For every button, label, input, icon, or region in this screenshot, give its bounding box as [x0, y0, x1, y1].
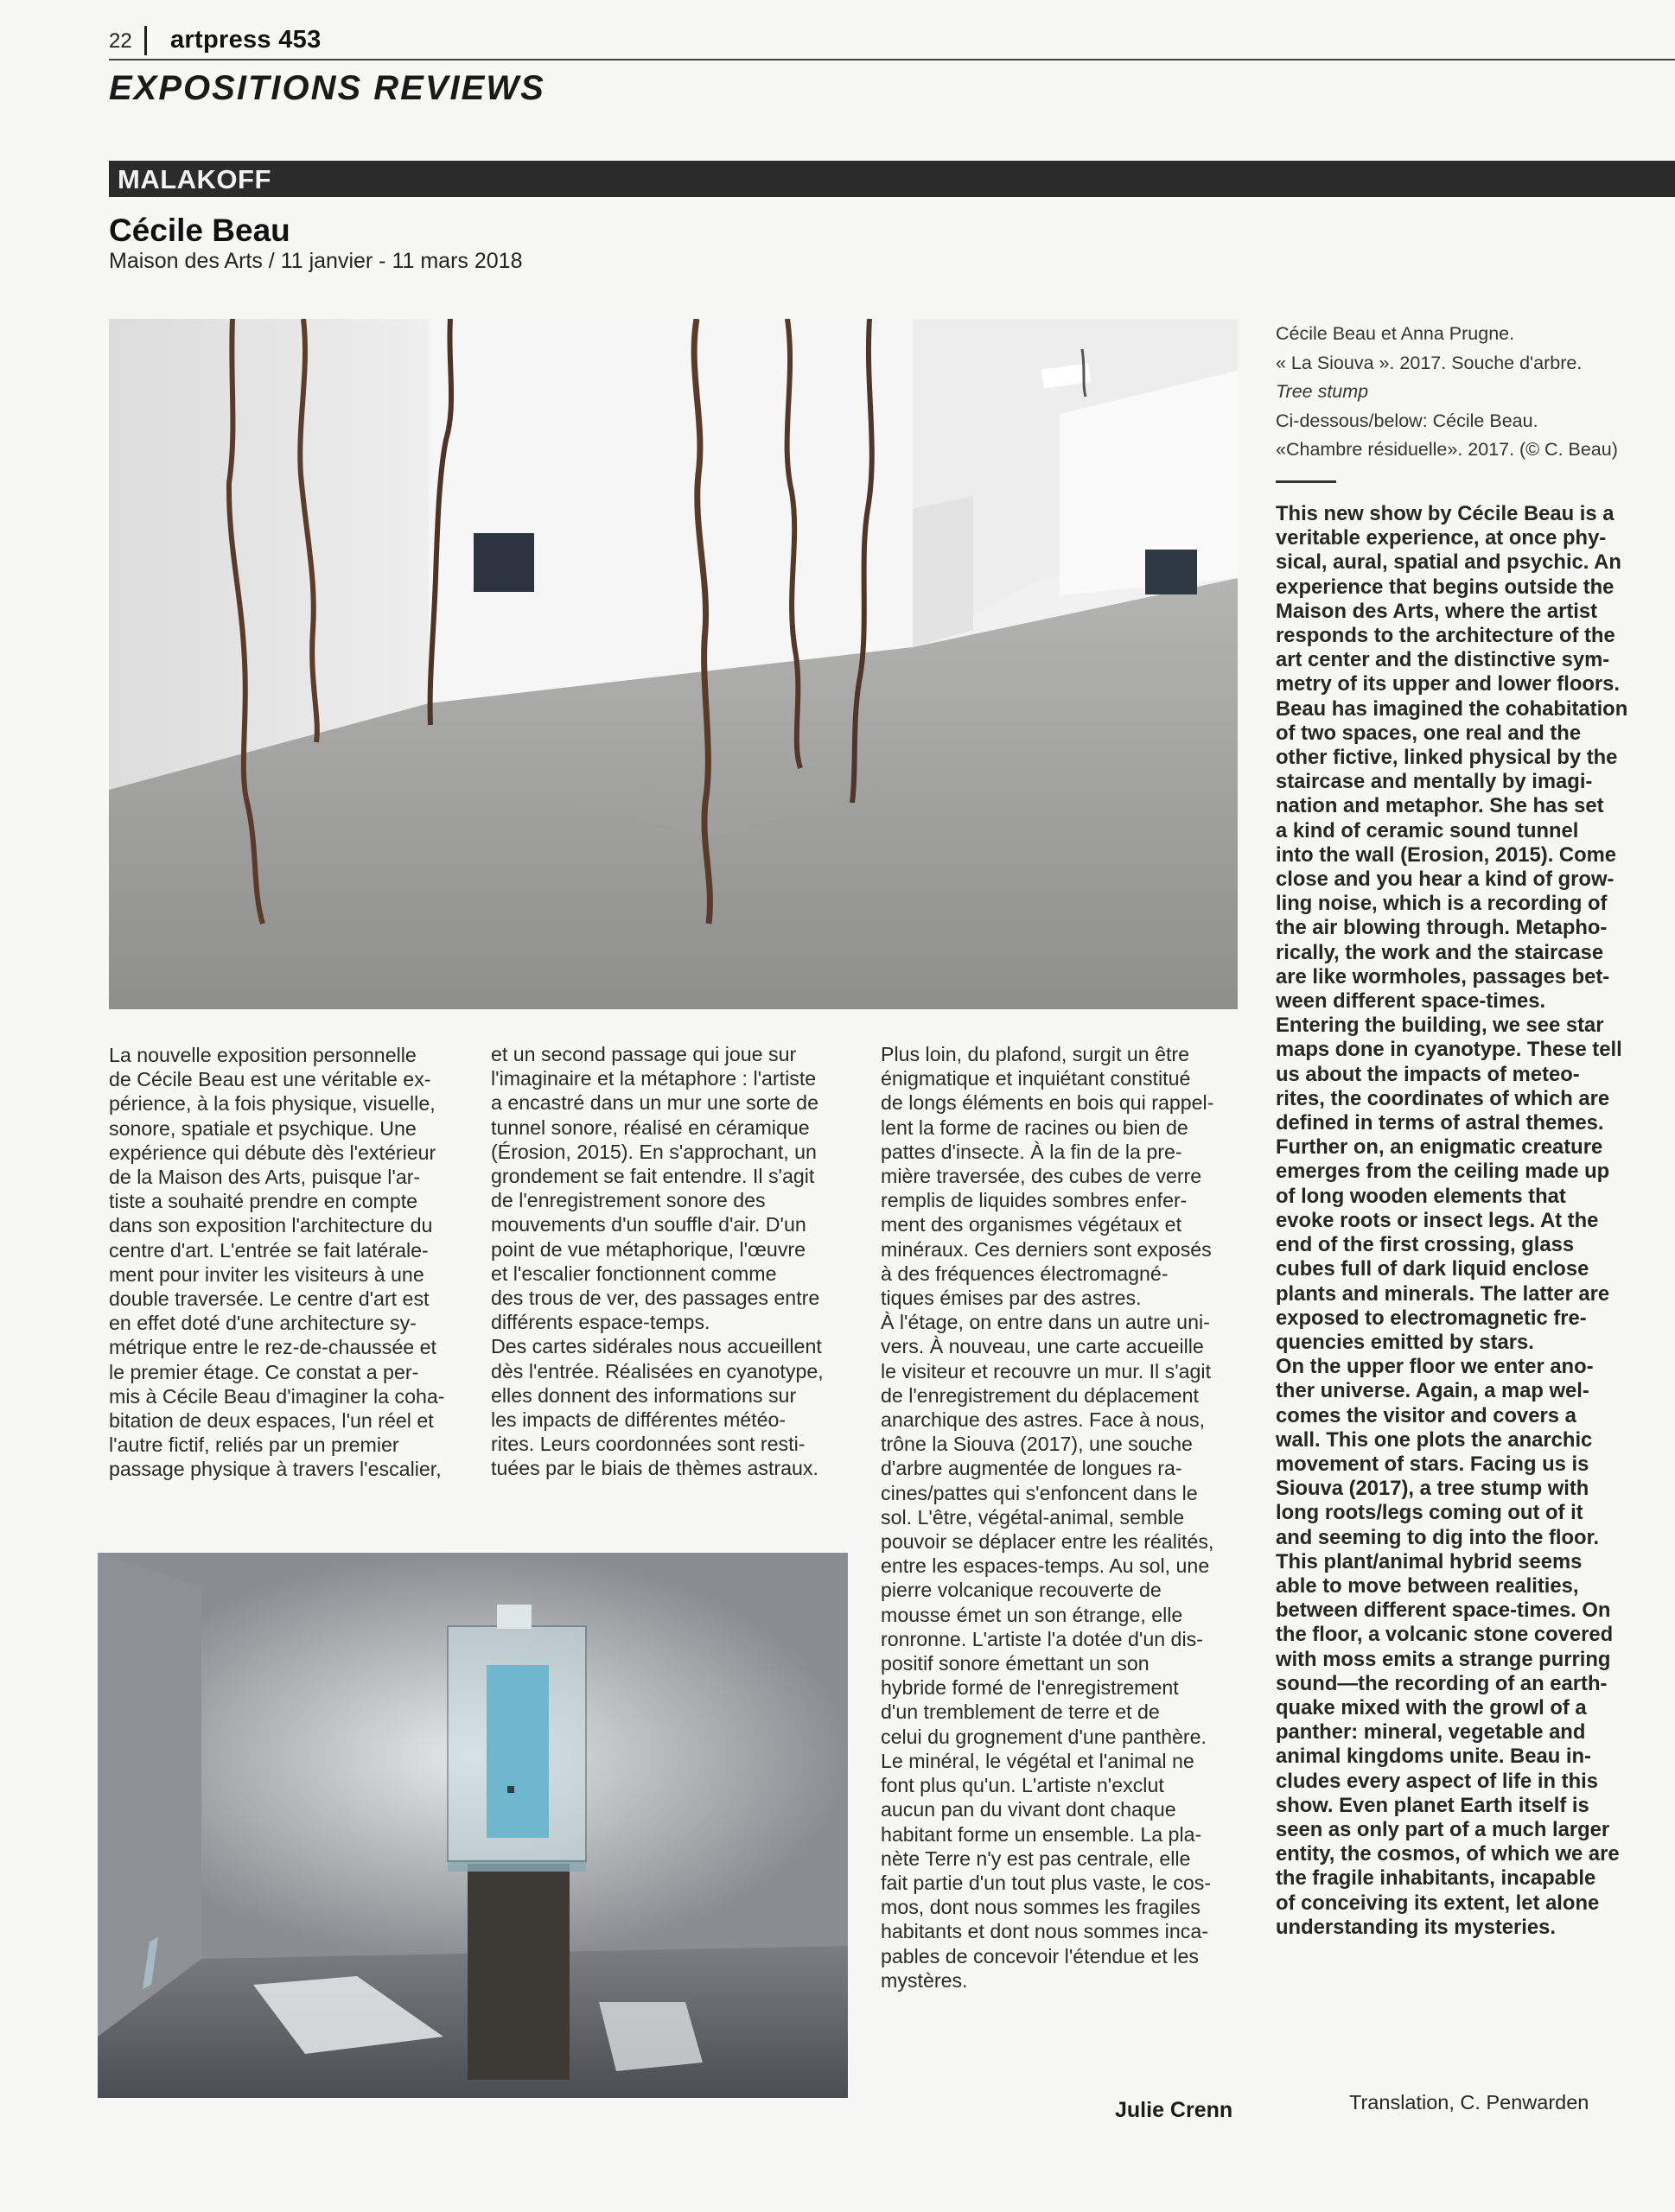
text-line: l'imaginaire et la métaphore : l'artiste [491, 1067, 817, 1090]
text-line: de longs éléments en bois qui rappel- [881, 1091, 1214, 1115]
text-line: rically, the work and the staircase [1276, 940, 1604, 964]
text-line: Further on, an enigmatic creature [1276, 1135, 1603, 1160]
text-line: ronronne. L'artiste l'a dotée d'un dis- [881, 1627, 1203, 1650]
text-line: between different space-times. On [1276, 1599, 1611, 1623]
text-line: On the upper floor we enter ano- [1276, 1355, 1594, 1379]
text-line: tiques émises par des astres. [881, 1287, 1142, 1310]
text-line: Beau has imagined the cohabitation [1276, 696, 1628, 721]
text-line: de la Maison des Arts, puisque l'ar- [109, 1166, 421, 1189]
text-line: tuées par le biais de thèmes astraux. [491, 1457, 818, 1480]
text-line: de l'enregistrement sonore des [491, 1189, 766, 1212]
text-line: Plus loin, du plafond, surgit un être [881, 1043, 1190, 1065]
text-line: of two spaces, one real and the [1276, 721, 1582, 745]
text-line: À l'étage, on entre dans un autre uni- [881, 1311, 1210, 1334]
text-line: métrique entre le rez-de-chaussée et [109, 1336, 436, 1359]
text-line: point de vue métaphorique, l'œuvre [491, 1237, 806, 1261]
text-line: Le minéral, le végétal et l'animal ne [881, 1749, 1194, 1772]
caption-line: «Chambre résiduelle». 2017. (© C. Beau) [1276, 439, 1618, 460]
text-line: the air blowing through. Metapho- [1276, 916, 1608, 940]
french-column-1 [109, 1043, 461, 1482]
venue-dates: Maison des Arts / 11 janvier - 11 mars 2018 [109, 249, 523, 273]
text-line: mousse émet un son étrange, elle [881, 1603, 1183, 1626]
text-line: Siouva (2017), a tree stump with [1276, 1477, 1589, 1501]
text-line: sol. L'être, végétal-animal, semble [881, 1505, 1185, 1529]
text-line: metry of its upper and lower floors. [1276, 672, 1620, 696]
text-line: lent la forme de racines ou bien de [881, 1116, 1188, 1139]
text-line: et l'escalier fonctionnent comme [491, 1262, 777, 1285]
text-line: a kind of ceramic sound tunnel [1276, 818, 1579, 842]
text-line: positif sonore émettant un son [881, 1652, 1150, 1675]
page-number: 22 [109, 29, 132, 53]
text-line: ween different space-times. [1276, 989, 1546, 1014]
text-line: dans son exposition l'architecture du [109, 1214, 433, 1237]
text-line: habitant forme un ensemble. La pla- [881, 1822, 1202, 1846]
magazine-title: artpress 453 [170, 26, 322, 54]
text-line: seen as only part of a much larger [1276, 1817, 1610, 1841]
text-line: mystères. [881, 1968, 968, 1992]
text-line: quencies emitted by stars. [1276, 1330, 1534, 1354]
text-line: celui du grognement d'une panthère. [881, 1725, 1207, 1748]
text-line: of long wooden elements that [1276, 1184, 1566, 1208]
text-line: vers. À nouveau, une carte accueille [881, 1335, 1204, 1358]
text-line: minéraux. Ces derniers sont exposés [881, 1237, 1212, 1261]
text-line: emerges from the ceiling made up [1276, 1160, 1610, 1184]
text-line: et un second passage qui joue sur [491, 1043, 797, 1065]
text-line: experience that begins outside the [1276, 575, 1614, 599]
text-line: movement of stars. Facing us is [1276, 1452, 1589, 1476]
text-line: plants and minerals. The latter are [1276, 1281, 1610, 1306]
section-title: EXPOSITIONS REVIEWS [109, 69, 545, 107]
text-line: fait partie d'un tout plus vaste, le cos- [881, 1871, 1212, 1894]
text-line: mière traversée, des cubes de verre [881, 1165, 1202, 1188]
text-line: evoke roots or insect legs. At the [1276, 1208, 1599, 1232]
text-line: This plant/animal hybrid seems [1276, 1549, 1583, 1573]
text-line: able to move between realities, [1276, 1573, 1579, 1598]
text-line: understanding its mysteries. [1276, 1915, 1556, 1939]
text-line: (Érosion, 2015). En s'approchant, un [491, 1140, 817, 1163]
text-line: the floor, a volcanic stone covered [1276, 1623, 1614, 1647]
text-line: centre d'art. L'entrée se fait latérale- [109, 1238, 429, 1262]
text-line: sound—the recording of an earth- [1276, 1671, 1608, 1695]
text-line: en effet doté d'une architecture sy- [109, 1312, 417, 1335]
text-line: with moss emits a strange purring [1276, 1647, 1611, 1671]
text-line: cubes full of dark liquid enclose [1276, 1257, 1589, 1281]
text-line: Maison des Arts, where the artist [1276, 599, 1598, 623]
artist-name: Cécile Beau [109, 213, 290, 248]
text-line: a encastré dans un mur une sorte de [491, 1091, 818, 1115]
text-line: pierre volcanique recouverte de [881, 1579, 1162, 1602]
text-line: passage physique à travers l'escalier, [109, 1458, 442, 1481]
text-line: périence, à la fois physique, visuelle, [109, 1092, 436, 1116]
text-line: l'autre fictif, reliés par un premier [109, 1433, 399, 1457]
text-line: nète Terre n'y est pas centrale, elle [881, 1847, 1191, 1870]
text-line: anarchique des astres. Face à nous, [881, 1408, 1206, 1432]
text-line: wall. This one plots the anarchic [1276, 1427, 1593, 1452]
photo-caption [1276, 320, 1665, 465]
text-line: différents espace-temps. [491, 1311, 710, 1334]
text-line: long roots/legs coming out of it [1276, 1501, 1583, 1525]
text-line: énigmatique et inquiétant constitué [881, 1067, 1191, 1090]
header-rule [109, 59, 1675, 60]
text-line: rites. Leurs coordonnées sont resti- [491, 1433, 806, 1456]
text-line: cines/pattes qui s'enfoncent dans le [881, 1481, 1198, 1504]
text-line: grondement se fait entendre. Il s'agit [491, 1165, 815, 1188]
text-line: show. Even planet Earth itself is [1276, 1793, 1589, 1817]
text-line: Entering the building, we see star [1276, 1014, 1604, 1038]
text-line: d'arbre augmentée de longues ra- [881, 1457, 1182, 1480]
text-line: tiste a souhaité prendre en compte [109, 1190, 418, 1213]
text-line: le visiteur et recouvre un mur. Il s'agit [881, 1359, 1212, 1382]
text-line: d'un tremblement de terre et de [881, 1700, 1160, 1724]
text-line: trône la Siouva (2017), une souche [881, 1433, 1193, 1456]
english-review-text [1276, 502, 1642, 1940]
text-line: staircase and mentally by imagi- [1276, 770, 1593, 794]
translation-credit: Translation, C. Penwarden [1349, 2091, 1589, 2113]
text-line: pattes d'insecte. À la fin de la pre- [881, 1140, 1182, 1163]
text-line: pables de concevoir l'étendue et les [881, 1944, 1199, 1967]
caption-line: Ci-dessous/below: Cécile Beau. [1276, 410, 1538, 431]
location-label: MALAKOFF [118, 164, 271, 194]
text-line: remplis de liquides sombres enfer- [881, 1189, 1188, 1212]
text-line: other fictive, linked physical by the [1276, 746, 1618, 770]
text-line: responds to the architecture of the [1276, 624, 1615, 648]
text-line: aucun pan du vivant dont chaque [881, 1798, 1176, 1821]
text-line: de Cécile Beau est une véritable ex- [109, 1068, 431, 1091]
text-line: nation and metaphor. She has set [1276, 794, 1604, 818]
text-line: entity, the cosmos, of which we are [1276, 1842, 1620, 1866]
text-line: double traversée. Le centre d'art est [109, 1287, 430, 1311]
author-signature: Julie Crenn [1115, 2098, 1233, 2122]
text-line: mis à Cécile Beau d'imaginer la coha- [109, 1384, 445, 1408]
text-line: ling noise, which is a recording of [1276, 892, 1608, 916]
text-line: close and you hear a kind of grow- [1276, 868, 1614, 892]
text-line: entre les espaces-temps. Au sol, une [881, 1554, 1210, 1578]
header-separator [144, 26, 147, 55]
text-line: panther: mineral, vegetable and [1276, 1720, 1586, 1745]
caption-divider [1276, 480, 1336, 483]
text-line: us about the impacts of meteo- [1276, 1062, 1580, 1086]
text-line: and seeming to dig into the floor. [1276, 1525, 1600, 1549]
text-line: art center and the distinctive sym- [1276, 648, 1610, 672]
text-line: les impacts de différentes météo- [491, 1408, 787, 1432]
text-line: dès l'entrée. Réalisées en cyanotype, [491, 1359, 824, 1382]
text-line: cludes every aspect of life in this [1276, 1769, 1598, 1793]
caption-line: Tree stump [1276, 381, 1369, 402]
text-line: ther universe. Again, a map wel- [1276, 1379, 1589, 1403]
text-line: ment des organismes végétaux et [881, 1213, 1182, 1236]
text-line: le premier étage. Ce constat a per- [109, 1360, 419, 1383]
text-line: animal kingdoms unite. Beau in- [1276, 1745, 1591, 1769]
text-line: maps done in cyanotype. These tell [1276, 1038, 1622, 1062]
french-column-3 [881, 1042, 1242, 1993]
caption-line: « La Siouva ». 2017. Souche d'arbre. [1276, 352, 1583, 373]
text-line: à des fréquences électromagné- [881, 1262, 1169, 1285]
text-line: defined in terms of astral themes. [1276, 1111, 1604, 1135]
text-line: rites, the coordinates of which are [1276, 1086, 1610, 1110]
text-line: La nouvelle exposition personnelle [109, 1044, 417, 1066]
text-line: expérience qui débute dès l'extérieur [109, 1141, 436, 1164]
text-line: mouvements d'un souffle d'air. D'un [491, 1213, 806, 1236]
text-line: bitation de deux espaces, l'un réel et [109, 1409, 434, 1433]
text-line: pouvoir se déplacer entre les réalités, [881, 1530, 1214, 1554]
french-column-2 [491, 1042, 850, 1481]
text-line: are like wormholes, passages bet- [1276, 964, 1610, 988]
text-line: mos, dont nous sommes les fragiles [881, 1896, 1201, 1919]
text-line: of conceiving its extent, let alone [1276, 1891, 1600, 1915]
text-line: Des cartes sidérales nous accueillent [491, 1335, 822, 1358]
text-line: the fragile inhabitants, incapable [1276, 1866, 1596, 1891]
text-line: exposed to electromagnetic fre- [1276, 1306, 1587, 1330]
text-line: tunnel sonore, réalisé en céramique [491, 1116, 810, 1139]
text-line: veritable experience, at once phy- [1276, 526, 1607, 550]
text-line: elles donnent des informations sur [491, 1383, 797, 1407]
text-line: des trous de ver, des passages entre [491, 1287, 820, 1310]
text-line: This new show by Cécile Beau is a [1276, 502, 1614, 525]
text-line: habitants et dont nous sommes inca- [881, 1920, 1208, 1943]
text-line: hybride formé de l'enregistrement [881, 1676, 1179, 1700]
text-line: font plus qu'un. L'artiste n'exclut [881, 1774, 1164, 1797]
text-line: ment pour inviter les visiteurs à une [109, 1262, 424, 1286]
text-line: into the wall (Erosion, 2015). Come [1276, 842, 1617, 867]
text-line: sonore, spatiale et psychique. Une [109, 1116, 417, 1140]
text-line: quake mixed with the growl of a [1276, 1695, 1587, 1719]
caption-line: Cécile Beau et Anna Prugne. [1276, 323, 1515, 344]
location-band [109, 161, 1675, 197]
gallery-photo-roots [109, 319, 1238, 1009]
text-line: de l'enregistrement du déplacement [881, 1383, 1199, 1407]
text-line: sical, aural, spatial and psychic. An [1276, 550, 1621, 575]
text-line: comes the visitor and covers a [1276, 1403, 1576, 1427]
text-line: end of the first crossing, glass [1276, 1233, 1575, 1257]
vitrine-photo [98, 1553, 848, 2098]
